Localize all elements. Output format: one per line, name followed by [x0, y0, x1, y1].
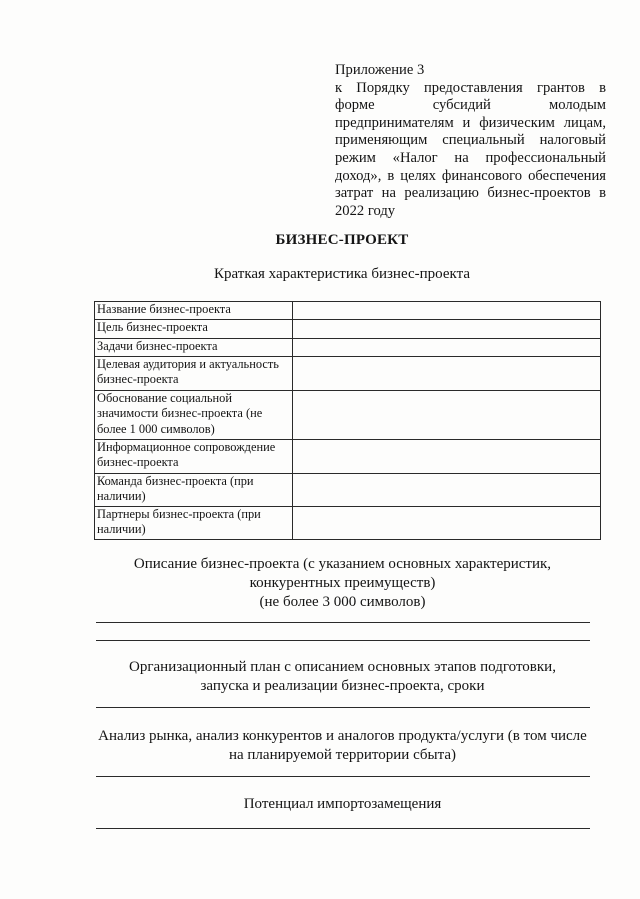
row-value-cell[interactable] [293, 474, 601, 507]
document-title: БИЗНЕС-ПРОЕКТ [275, 232, 409, 248]
table-row [95, 320, 601, 339]
appendix-header [335, 62, 606, 220]
appendix-line: форме субсидий молодым [335, 97, 606, 114]
row-label: Задачи бизнес-проекта [95, 339, 293, 357]
table-row [95, 440, 601, 474]
row-label: Обоснование социальной значимости бизнес-проекта (не более 1 000 символов) [95, 391, 293, 440]
table-row [95, 302, 601, 320]
table-row [95, 339, 601, 357]
org-plan-answer-line[interactable] [96, 707, 590, 708]
row-label: Информационное сопровождение бизнес-проекта [95, 440, 293, 474]
table-row [95, 474, 601, 507]
table-row [95, 357, 601, 391]
appendix-line: доход», в целях финансового обеспечения [335, 167, 606, 184]
row-value-cell[interactable] [293, 302, 601, 320]
section-title-line: Анализ рынка, анализ конкурентов и аналогов продукта/услуги (в том числе [98, 728, 587, 744]
market-answer-line[interactable] [96, 776, 590, 777]
row-label: Партнеры бизнес-проекта (при наличии) [95, 507, 293, 540]
section-title-line: Организационный план с описанием основных этапов подготовки, [129, 659, 556, 675]
row-label: Команда бизнес-проекта (при наличии) [95, 474, 293, 507]
section-title-line: Описание бизнес-проекта (с указанием основных характеристик, [133, 556, 552, 572]
row-value-cell[interactable] [293, 440, 601, 474]
appendix-line: затрат на реализацию бизнес-проектов в [335, 185, 606, 202]
org-plan-section-title [90, 658, 595, 696]
import-section-title [90, 795, 595, 814]
row-value-cell[interactable] [293, 391, 601, 440]
appendix-line: к Порядку предоставления грантов в [335, 79, 606, 96]
row-label: Цель бизнес-проекта [95, 320, 293, 339]
appendix-line: применяющим специальный налоговый [335, 132, 606, 149]
row-value-cell[interactable] [293, 339, 601, 357]
appendix-line: режим «Налог на профессиональный [335, 149, 606, 166]
row-value-cell[interactable] [293, 507, 601, 540]
table-caption: Краткая характеристика бизнес-проекта [213, 266, 470, 282]
section-title-line: конкурентных преимуществ) [249, 575, 436, 591]
section-title-line: на планируемой территории сбыта) [228, 747, 457, 763]
row-label: Целевая аудитория и актуальность бизнес-проекта [95, 357, 293, 391]
market-section-title [90, 727, 595, 765]
section-title-line: запуска и реализации бизнес-проекта, сроки [200, 678, 485, 694]
appendix-line: 2022 году [335, 202, 396, 219]
description-section-title [90, 555, 595, 612]
description-answer-line[interactable] [96, 622, 590, 623]
description-answer-line[interactable] [96, 640, 590, 641]
import-answer-line[interactable] [96, 828, 590, 829]
table-row [95, 391, 601, 440]
row-value-cell[interactable] [293, 320, 601, 339]
section-title-line: (не более 3 000 символов) [259, 594, 426, 610]
row-value-cell[interactable] [293, 357, 601, 391]
table-row [95, 507, 601, 540]
row-label: Название бизнес-проекта [95, 302, 293, 320]
appendix-line: Приложение 3 [335, 62, 425, 78]
appendix-line: предпринимателям и физическим лицам, [335, 114, 606, 131]
characteristics-table [94, 301, 601, 540]
section-title-line: Потенциал импортозамещения [243, 796, 442, 812]
